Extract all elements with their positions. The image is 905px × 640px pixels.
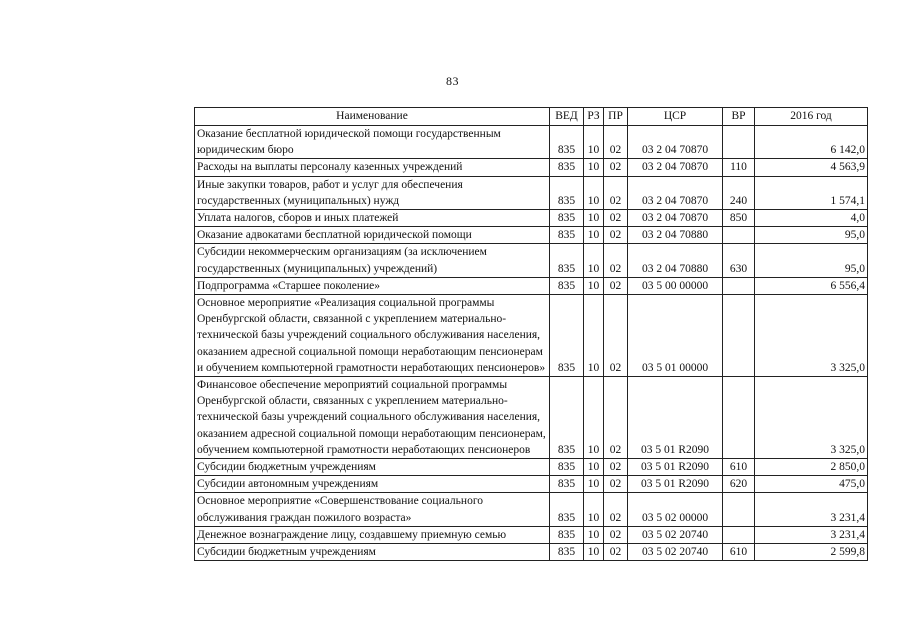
row-name: Финансовое обеспечение мероприятий социальной программы Оренбургской области, связанных с укреплением материально-технической базы учреждений социального обслуживания населения, оказанием адресной социальной помощи неработающим пенсионерам, обучением компьютерной грамотности неработающих пенсионеров <box>195 377 550 459</box>
table-row <box>195 493 868 526</box>
row-rz: 10 <box>584 244 604 277</box>
row-csr: 03 2 04 70880 <box>628 244 723 277</box>
table-row <box>195 210 868 227</box>
row-name: Основное мероприятие «Совершенствование социального обслуживания граждан пожилого возраста» <box>195 493 550 526</box>
row-rz: 10 <box>584 526 604 543</box>
row-pr: 02 <box>604 544 628 561</box>
row-csr: 03 5 00 00000 <box>628 277 723 294</box>
row-vr <box>723 526 755 543</box>
row-ved: 835 <box>550 277 584 294</box>
row-rz: 10 <box>584 377 604 459</box>
row-rz: 10 <box>584 210 604 227</box>
table-row <box>195 126 868 159</box>
row-ved: 835 <box>550 459 584 476</box>
row-rz: 10 <box>584 126 604 159</box>
header-rz: РЗ <box>584 108 604 126</box>
row-name: Субсидии автономным учреждениям <box>195 476 550 493</box>
row-rz: 10 <box>584 476 604 493</box>
table-row <box>195 244 868 277</box>
row-vr: 850 <box>723 210 755 227</box>
row-ved: 835 <box>550 544 584 561</box>
row-name: Денежное вознаграждение лицу, создавшему приемную семью <box>195 526 550 543</box>
row-csr: 03 5 01 R2090 <box>628 459 723 476</box>
row-sum: 475,0 <box>755 476 868 493</box>
row-ved: 835 <box>550 377 584 459</box>
row-name: Иные закупки товаров, работ и услуг для обеспечения государственных (муниципальных) нужд <box>195 176 550 209</box>
header-year: 2016 год <box>755 108 868 126</box>
table-row <box>195 295 868 377</box>
row-sum: 2 599,8 <box>755 544 868 561</box>
row-name: Основное мероприятие «Реализация социальной программы Оренбургской области, связанной с укреплением материально-технической базы учреждений социального обслуживания населения, оказанием адресной социальной помощи неработающим пенсионерам и обучением компьютерной грамотности неработающих пенсионеров» <box>195 295 550 377</box>
table-row <box>195 277 868 294</box>
row-ved: 835 <box>550 476 584 493</box>
row-rz: 10 <box>584 493 604 526</box>
table-row <box>195 476 868 493</box>
row-sum: 95,0 <box>755 244 868 277</box>
row-rz: 10 <box>584 227 604 244</box>
table-row <box>195 377 868 459</box>
row-vr: 610 <box>723 459 755 476</box>
row-ved: 835 <box>550 295 584 377</box>
row-csr: 03 5 02 00000 <box>628 493 723 526</box>
row-sum: 3 231,4 <box>755 526 868 543</box>
row-csr: 03 5 02 20740 <box>628 526 723 543</box>
table-row <box>195 227 868 244</box>
row-csr: 03 2 04 70870 <box>628 126 723 159</box>
row-sum: 1 574,1 <box>755 176 868 209</box>
row-ved: 835 <box>550 526 584 543</box>
row-pr: 02 <box>604 244 628 277</box>
row-vr <box>723 277 755 294</box>
row-pr: 02 <box>604 295 628 377</box>
row-rz: 10 <box>584 159 604 176</box>
row-pr: 02 <box>604 526 628 543</box>
row-vr <box>723 377 755 459</box>
row-vr <box>723 295 755 377</box>
row-pr: 02 <box>604 459 628 476</box>
table-header-row <box>195 108 868 126</box>
row-sum: 3 325,0 <box>755 295 868 377</box>
header-pr: ПР <box>604 108 628 126</box>
header-vr: ВР <box>723 108 755 126</box>
row-csr: 03 5 01 00000 <box>628 295 723 377</box>
row-vr: 610 <box>723 544 755 561</box>
row-vr: 620 <box>723 476 755 493</box>
header-ved: ВЕД <box>550 108 584 126</box>
row-pr: 02 <box>604 227 628 244</box>
row-sum: 4,0 <box>755 210 868 227</box>
row-pr: 02 <box>604 210 628 227</box>
row-pr: 02 <box>604 159 628 176</box>
row-ved: 835 <box>550 244 584 277</box>
row-sum: 3 325,0 <box>755 377 868 459</box>
row-vr <box>723 493 755 526</box>
row-ved: 835 <box>550 159 584 176</box>
row-vr <box>723 126 755 159</box>
row-vr <box>723 227 755 244</box>
row-sum: 3 231,4 <box>755 493 868 526</box>
row-name: Расходы на выплаты персоналу казенных учреждений <box>195 159 550 176</box>
table-row <box>195 459 868 476</box>
row-sum: 4 563,9 <box>755 159 868 176</box>
row-ved: 835 <box>550 126 584 159</box>
table-row <box>195 159 868 176</box>
row-ved: 835 <box>550 493 584 526</box>
row-csr: 03 5 01 R2090 <box>628 377 723 459</box>
table-row <box>195 176 868 209</box>
row-rz: 10 <box>584 176 604 209</box>
row-csr: 03 5 01 R2090 <box>628 476 723 493</box>
row-csr: 03 2 04 70870 <box>628 176 723 209</box>
row-sum: 6 142,0 <box>755 126 868 159</box>
row-name: Субсидии бюджетным учреждениям <box>195 459 550 476</box>
table-row <box>195 526 868 543</box>
row-pr: 02 <box>604 277 628 294</box>
table-row <box>195 544 868 561</box>
row-vr: 240 <box>723 176 755 209</box>
row-ved: 835 <box>550 227 584 244</box>
row-pr: 02 <box>604 493 628 526</box>
row-name: Уплата налогов, сборов и иных платежей <box>195 210 550 227</box>
row-sum: 6 556,4 <box>755 277 868 294</box>
row-name: Оказание адвокатами бесплатной юридической помощи <box>195 227 550 244</box>
row-ved: 835 <box>550 210 584 227</box>
row-name: Субсидии бюджетным учреждениям <box>195 544 550 561</box>
row-csr: 03 5 02 20740 <box>628 544 723 561</box>
row-csr: 03 2 04 70870 <box>628 159 723 176</box>
row-pr: 02 <box>604 476 628 493</box>
row-name: Субсидии некоммерческим организациям (за исключением государственных (муниципальных) учреждений) <box>195 244 550 277</box>
row-ved: 835 <box>550 176 584 209</box>
row-pr: 02 <box>604 126 628 159</box>
row-name: Подпрограмма «Старшее поколение» <box>195 277 550 294</box>
row-rz: 10 <box>584 295 604 377</box>
row-sum: 2 850,0 <box>755 459 868 476</box>
budget-table <box>194 107 868 561</box>
row-vr: 110 <box>723 159 755 176</box>
row-vr: 630 <box>723 244 755 277</box>
row-csr: 03 2 04 70880 <box>628 227 723 244</box>
page-number: 83 <box>446 74 459 88</box>
row-name: Оказание бесплатной юридической помощи государственным юридическим бюро <box>195 126 550 159</box>
row-csr: 03 2 04 70870 <box>628 210 723 227</box>
row-rz: 10 <box>584 459 604 476</box>
row-rz: 10 <box>584 544 604 561</box>
row-pr: 02 <box>604 377 628 459</box>
header-csr: ЦСР <box>628 108 723 126</box>
row-pr: 02 <box>604 176 628 209</box>
row-rz: 10 <box>584 277 604 294</box>
row-sum: 95,0 <box>755 227 868 244</box>
header-name: Наименование <box>195 108 550 126</box>
